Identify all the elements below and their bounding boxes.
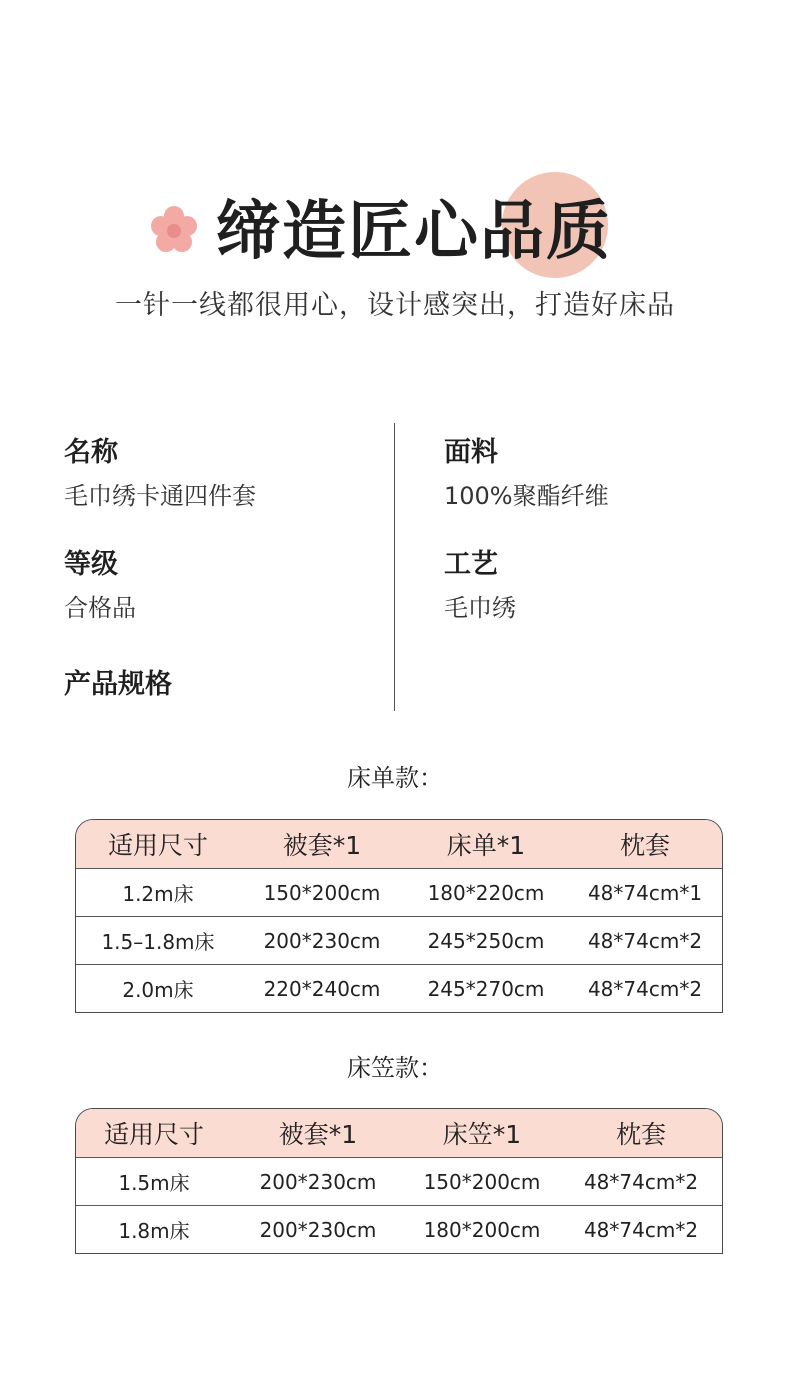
craft-label: 工艺	[444, 549, 498, 580]
table-cell: 48*74cm*2	[587, 928, 703, 953]
header-cell: 被套*1	[282, 831, 362, 860]
table-cell: 245*270cm	[427, 976, 545, 1001]
table-header-row	[76, 1109, 722, 1157]
table-header-row	[76, 820, 722, 868]
header-cell: 适用尺寸	[103, 1120, 204, 1149]
table-cell: 150*200cm	[263, 880, 381, 905]
table-cell: 1.5m床	[118, 1171, 190, 1195]
table-cell: 200*230cm	[259, 1217, 377, 1242]
header-cell: 枕套	[615, 1120, 666, 1149]
header-cell: 被套*1	[278, 1120, 358, 1149]
fabric-label: 面料	[444, 437, 498, 468]
grade-label: 等级	[64, 549, 118, 580]
fitted-size-table	[75, 1108, 723, 1254]
table-row	[76, 916, 722, 964]
fitted-table-caption: 床笠款：	[347, 1054, 443, 1082]
grade-value: 合格品	[64, 594, 136, 622]
fabric-value: 100%聚酯纤维	[444, 482, 609, 510]
table-cell: 200*230cm	[259, 1169, 377, 1194]
sheet-table-caption: 床单款：	[347, 764, 443, 792]
table-cell: 220*240cm	[263, 976, 381, 1001]
table-cell: 1.8m床	[118, 1219, 190, 1243]
table-cell: 150*200cm	[423, 1169, 541, 1194]
sheet-size-table	[75, 819, 723, 1013]
table-cell: 1.2m床	[122, 882, 194, 906]
table-cell: 48*74cm*2	[583, 1217, 699, 1242]
table-row	[76, 868, 722, 916]
table-cell: 48*74cm*1	[587, 880, 703, 905]
table-cell: 200*230cm	[263, 928, 381, 953]
page-title: 缔造匠心品质	[216, 195, 612, 269]
header-cell: 适用尺寸	[107, 831, 208, 860]
header-cell: 床笠*1	[442, 1120, 522, 1149]
craft-value: 毛巾绣	[444, 594, 516, 622]
table-row	[76, 964, 722, 1012]
table-cell: 48*74cm*2	[583, 1169, 699, 1194]
header-cell: 枕套	[619, 831, 670, 860]
header-cell: 床单*1	[446, 831, 526, 860]
name-value: 毛巾绣卡通四件套	[64, 482, 256, 510]
size-label: 产品规格	[64, 669, 172, 700]
table-cell: 48*74cm*2	[587, 976, 703, 1001]
flower-icon	[148, 204, 200, 256]
table-row	[76, 1205, 722, 1253]
page-subtitle: 一针一线都很用心，设计感突出，打造好床品	[115, 290, 675, 321]
table-cell: 180*220cm	[427, 880, 545, 905]
table-cell: 2.0m床	[122, 978, 194, 1002]
table-row	[76, 1157, 722, 1205]
table-cell: 245*250cm	[427, 928, 545, 953]
spec-divider	[394, 423, 395, 711]
name-label: 名称	[64, 437, 118, 468]
table-cell: 180*200cm	[423, 1217, 541, 1242]
table-cell: 1.5–1.8m床	[101, 930, 215, 954]
